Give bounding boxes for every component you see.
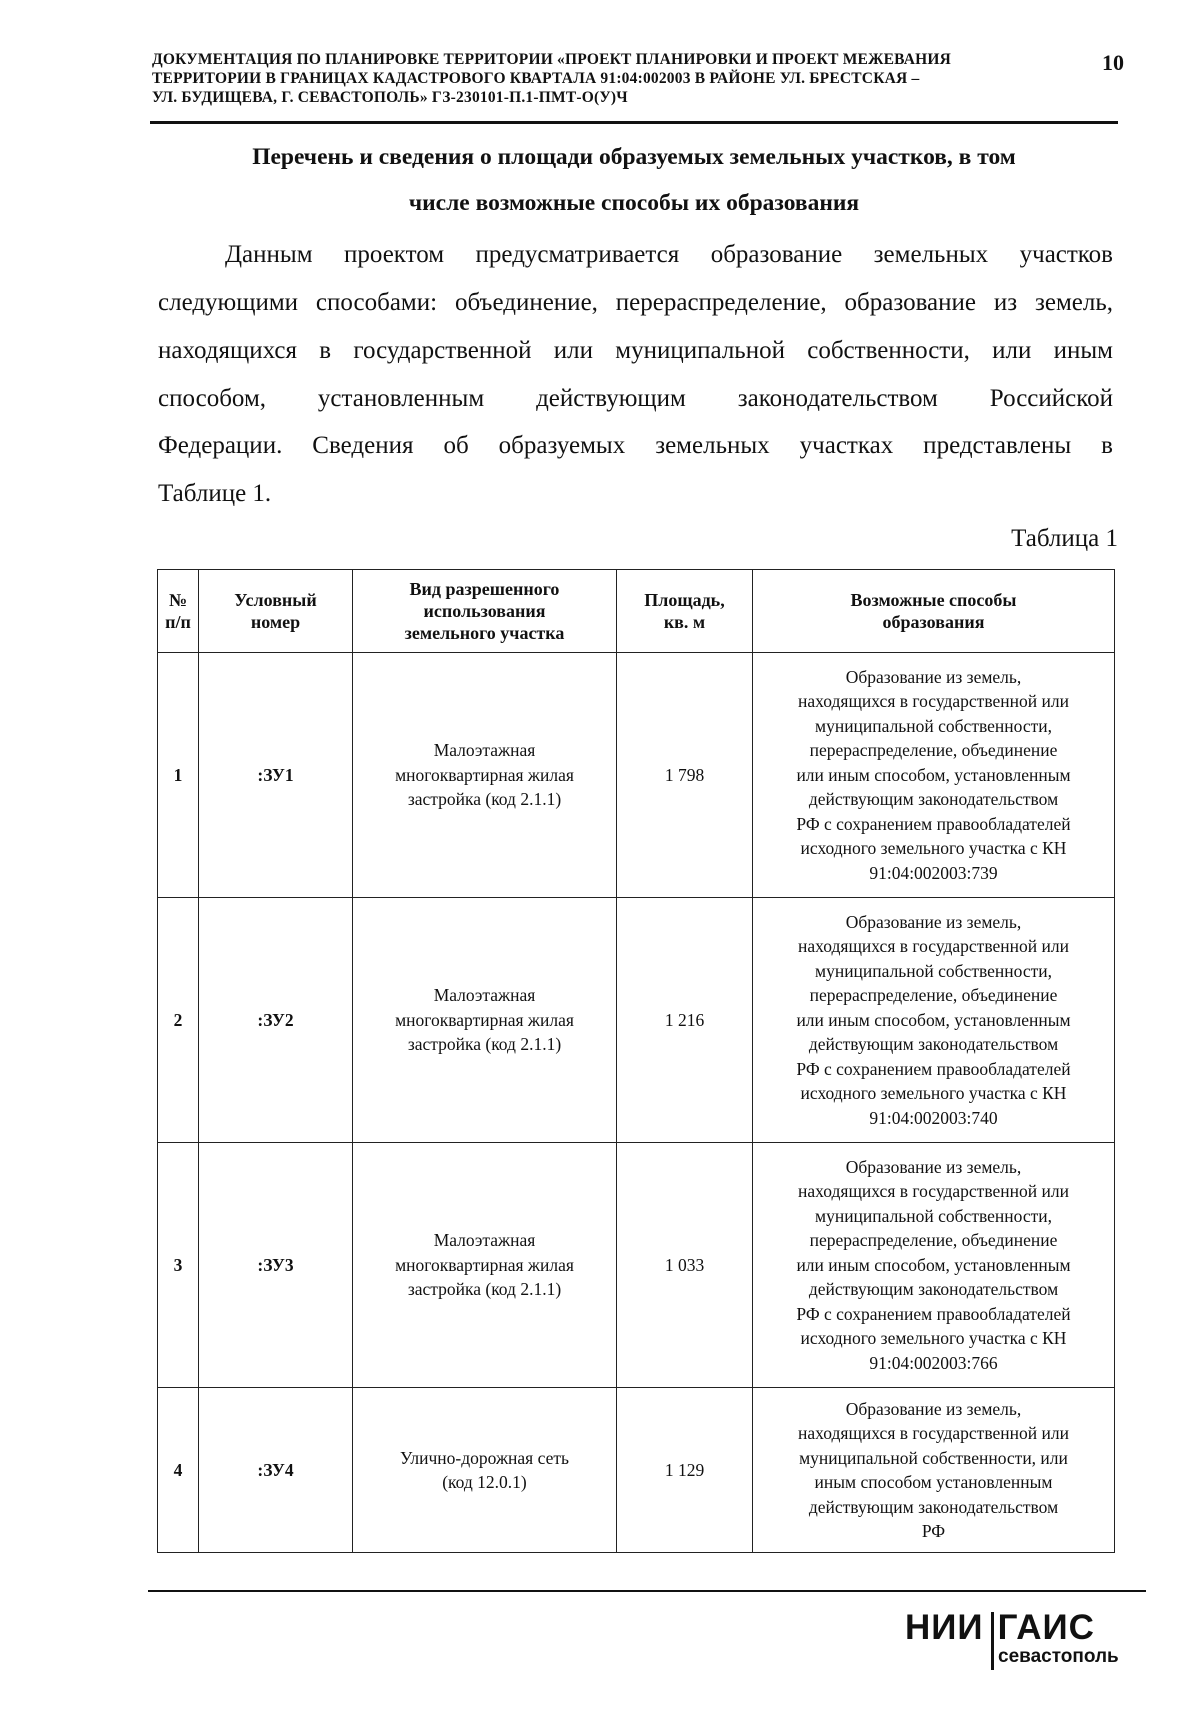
row-code: :ЗУ2 — [199, 898, 353, 1143]
table-row — [158, 1388, 1115, 1553]
footer-divider — [148, 1590, 1146, 1592]
row-num: 2 — [158, 898, 199, 1143]
paragraph-line-4: способом, установленным действующим законодательством Российской — [158, 385, 1113, 412]
logo-wordmark — [905, 1608, 1095, 1648]
row-methods: Образование из земель, находящихся в государственной или муниципальной собственности, перераспределение, объединение или иным способом, установленным действующим законодательством РФ с сохранением правообладателей исходного земельного участка с КН 91:04:002003:740 — [753, 898, 1115, 1143]
table-header-row — [158, 570, 1115, 653]
row-area: 1 129 — [617, 1388, 753, 1553]
nii-gais-logo — [905, 1608, 1145, 1678]
row-code: :ЗУ3 — [199, 1143, 353, 1388]
land-plots-table — [157, 569, 1115, 1553]
row-methods: Образование из земель, находящихся в государственной или муниципальной собственности, перераспределение, объединение или иным способом, установленным действующим законодательством РФ с сохранением правообладателей исходного земельного участка с КН 91:04:002003:739 — [753, 653, 1115, 898]
table-caption: Таблица 1 — [1011, 525, 1118, 552]
paragraph-line-6: Таблице 1. — [158, 480, 272, 507]
paragraph-line-1: Данным проектом предусматривается образование земельных участков — [225, 241, 1113, 268]
header-area: Площадь, кв. м — [617, 570, 753, 653]
header-divider — [150, 121, 1118, 124]
page-number: 10 — [1102, 50, 1124, 75]
row-use: Малоэтажная многоквартирная жилая застройка (код 2.1.1) — [353, 898, 617, 1143]
header-num: № п/п — [158, 570, 199, 653]
row-area: 1 033 — [617, 1143, 753, 1388]
row-methods: Образование из земель, находящихся в государственной или муниципальной собственности, или иным способом установленным действующим законодательством РФ — [753, 1388, 1115, 1553]
table-row — [158, 653, 1115, 898]
row-methods: Образование из земель, находящихся в государственной или муниципальной собственности, перераспределение, объединение или иным способом, установленным действующим законодательством РФ с сохранением правообладателей исходного земельного участка с КН 91:04:002003:766 — [753, 1143, 1115, 1388]
logo-right-text: ГАИС — [997, 1608, 1095, 1647]
paragraph-line-2: следующими способами: объединение, перераспределение, образование из земель, — [158, 289, 1113, 316]
row-area: 1 798 — [617, 653, 753, 898]
header-line-3: УЛ. БУДИЩЕВА, Г. СЕВАСТОПОЛЬ» ГЗ-230101-П.1-ПМТ-О(У)Ч — [152, 89, 628, 106]
header-methods: Возможные способы образования — [753, 570, 1115, 653]
row-use: Улично-дорожная сеть (код 12.0.1) — [353, 1388, 617, 1553]
header-line-2: ТЕРРИТОРИИ В ГРАНИЦАХ КАДАСТРОВОГО КВАРТАЛА 91:04:002003 В РАЙОНЕ УЛ. БРЕСТСКАЯ – — [152, 70, 920, 87]
row-code: :ЗУ4 — [199, 1388, 353, 1553]
row-area: 1 216 — [617, 898, 753, 1143]
header-code: Условный номер — [199, 570, 353, 653]
row-num: 4 — [158, 1388, 199, 1553]
section-title-line-1: Перечень и сведения о площади образуемых земельных участков, в том — [252, 144, 1016, 170]
paragraph-line-3: находящихся в государственной или муниципальной собственности, или иным — [158, 337, 1113, 364]
logo-left-text: НИИ — [905, 1608, 984, 1647]
logo-city-text: севастополь — [998, 1646, 1119, 1667]
table-row — [158, 1143, 1115, 1388]
document-header — [152, 50, 1052, 107]
header-line-1: ДОКУМЕНТАЦИЯ ПО ПЛАНИРОВКЕ ТЕРРИТОРИИ «ПРОЕКТ ПЛАНИРОВКИ И ПРОЕКТ МЕЖЕВАНИЯ — [152, 51, 952, 68]
section-title-line-2: числе возможные способы их образования — [408, 190, 860, 216]
row-num: 3 — [158, 1143, 199, 1388]
paragraph-line-5: Федерации. Сведения об образуемых земельных участках представлены в — [158, 432, 1113, 459]
row-num: 1 — [158, 653, 199, 898]
header-use: Вид разрешенного использования земельного участка — [353, 570, 617, 653]
row-code: :ЗУ1 — [199, 653, 353, 898]
row-use: Малоэтажная многоквартирная жилая застройка (код 2.1.1) — [353, 1143, 617, 1388]
logo-divider-bar — [991, 1612, 994, 1670]
row-use: Малоэтажная многоквартирная жилая застройка (код 2.1.1) — [353, 653, 617, 898]
table-row — [158, 898, 1115, 1143]
